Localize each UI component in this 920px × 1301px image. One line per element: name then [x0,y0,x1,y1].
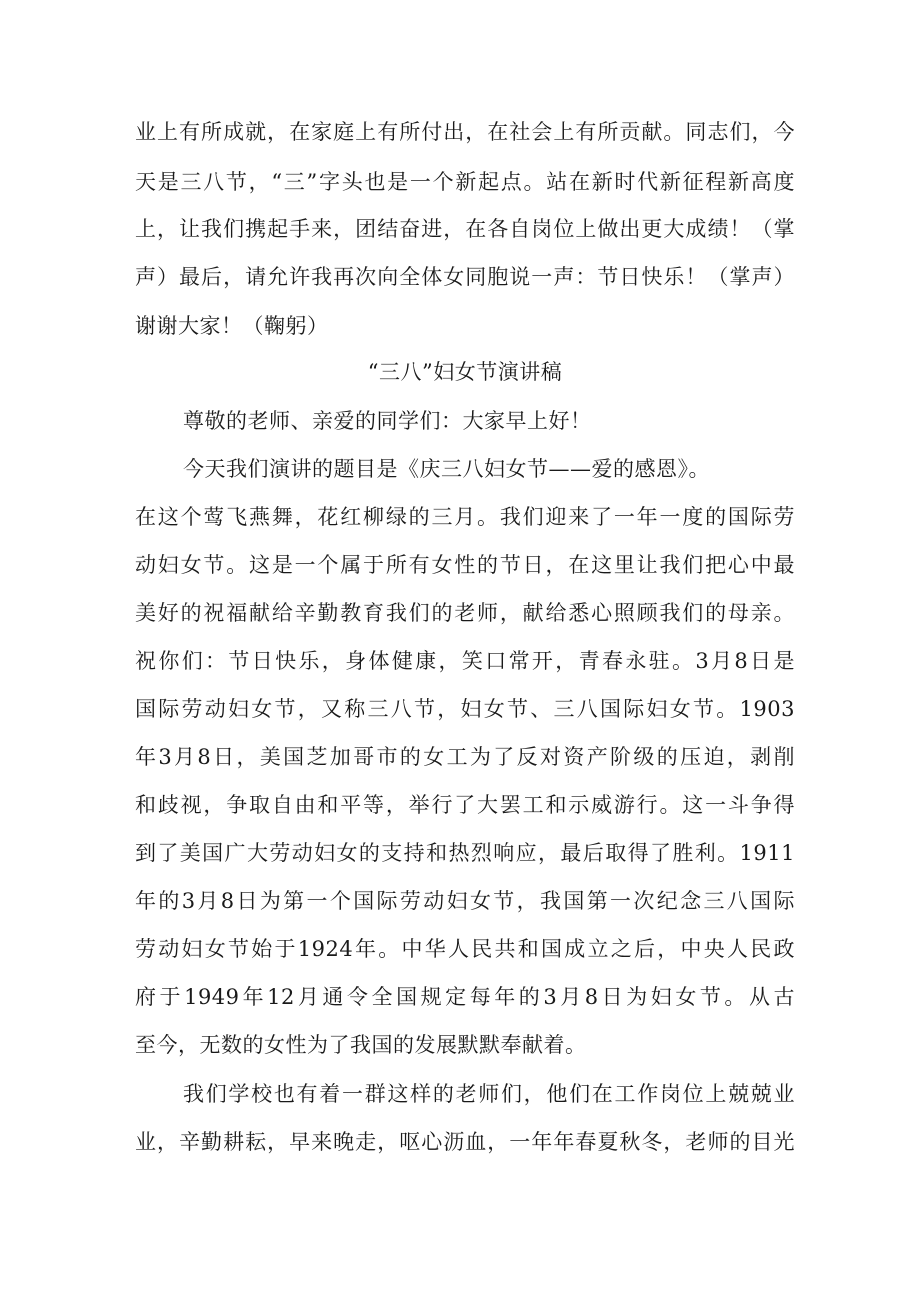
paragraph-line: 业上有所成就，在家庭上有所付出，在社会上有所贡献。同志们，今 [135,120,795,144]
paragraph-line: 美好的祝福献给辛勤教育我们的老师，献给悉心照顾我们的母亲。 [135,601,795,625]
paragraph-line: 府于1949年12月通令全国规定每年的3月8日为妇女节。从古 [135,985,795,1009]
paragraph-line: 动妇女节。这是一个属于所有女性的节日，在这里让我们把心中最 [135,553,795,577]
paragraph-line: 到了美国广大劳动妇女的支持和热烈响应，最后取得了胜利。1911 [135,841,795,865]
greeting-line: 尊敬的老师、亲爱的同学们：大家早上好！ [183,409,592,433]
speech-title: “三八”妇女节演讲稿 [367,360,563,384]
paragraph-line: 和歧视，争取自由和平等，举行了大罢工和示威游行。这一斗争得 [135,793,795,817]
paragraph-line: 年的3月8日为第一个国际劳动妇女节，我国第一次纪念三八国际 [135,889,795,913]
paragraph-line: 年3月8日，美国芝加哥市的女工为了反对资产阶级的压迫，剥削 [135,745,795,769]
paragraph-line: 业，辛勤耕耘，早来晚走，呕心沥血，一年年春夏秋冬，老师的目光 [135,1130,795,1154]
paragraph-line: 祝你们：节日快乐，身体健康，笑口常开，青春永驻。3月8日是 [135,649,795,673]
paragraph-line: 至今，无数的女性为了我国的发展默默奉献着。 [135,1033,587,1057]
topic-line: 今天我们演讲的题目是《庆三八妇女节——爱的感恩》。 [183,457,710,481]
paragraph-line: 劳动妇女节始于1924年。中华人民共和国成立之后，中央人民政 [135,937,795,961]
paragraph-line: 国际劳动妇女节，又称三八节，妇女节、三八国际妇女节。1903 [135,697,795,721]
paragraph-line: 上，让我们携起手来，团结奋进，在各自岗位上做出更大成绩！（掌 [135,217,795,241]
paragraph-line: 在这个莺飞燕舞，花红柳绿的三月。我们迎来了一年一度的国际劳 [135,505,795,529]
paragraph-line: 我们学校也有着一群这样的老师们，他们在工作岗位上兢兢业 [183,1082,795,1106]
paragraph-line: 天是三八节，“三”字头也是一个新起点。站在新时代新征程新高度 [135,170,795,194]
paragraph-line: 谢谢大家！（鞠躬） [135,314,329,338]
paragraph-line: 声）最后，请允许我再次向全体女同胞说一声：节日快乐！（掌声） [135,265,795,289]
